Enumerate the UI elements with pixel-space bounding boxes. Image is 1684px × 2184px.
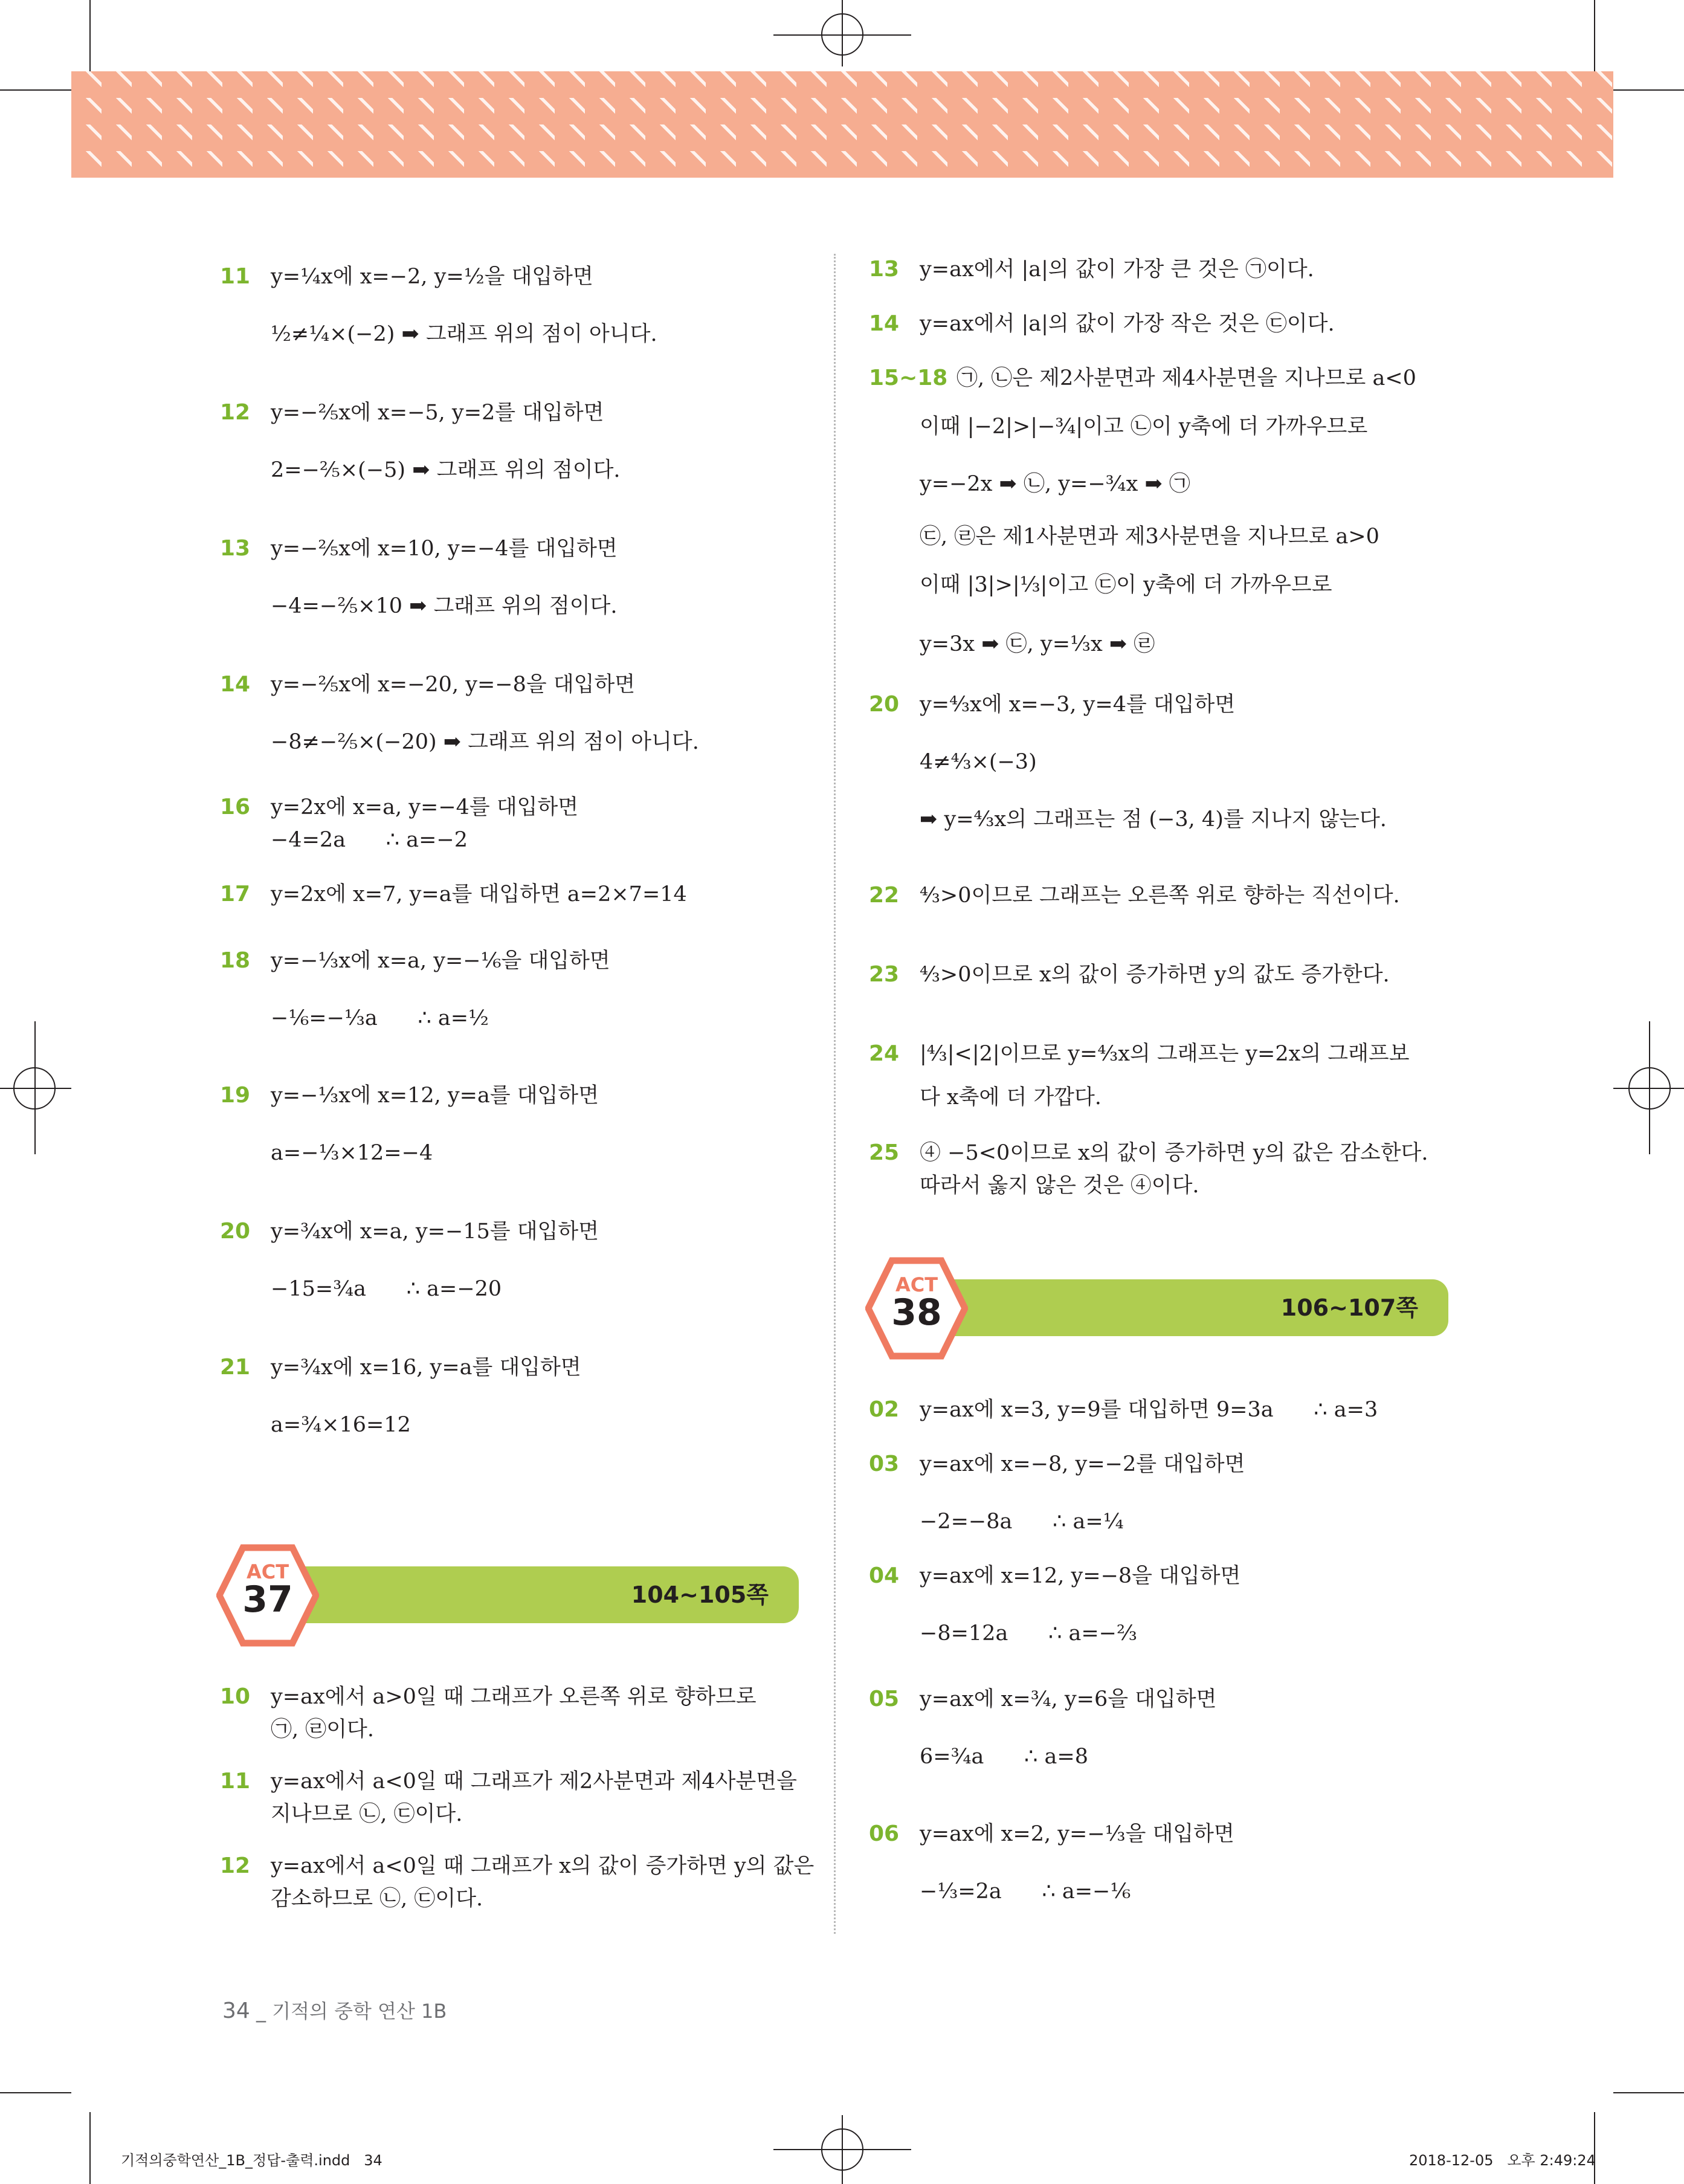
act-label: ACT [246,1560,289,1583]
solution-line: ㉢, ㉣은 제1사분면과 제3사분면을 지나므로 a>0 [920,525,1379,549]
page-number: 34 [222,1998,250,2023]
solution-line: y=−⅓x에 x=a, y=−⅙을 대입하면 [271,949,610,973]
solution-line: y=ax에서 a>0일 때 그래프가 오른쪽 위로 향하므로 [271,1685,757,1709]
solution-line: ½≠¼×(−2) ➡ 그래프 위의 점이 아니다. [271,322,657,346]
problem-number: 13 [220,536,251,561]
solution-line: y=−⅖x에 x=10, y=−4를 대입하면 [271,537,618,561]
problem-number: 16 [220,795,251,819]
crop-mark [1613,89,1684,91]
problem-number: 13 [869,257,900,282]
solution-line: ④ −5<0이므로 x의 값이 증가하면 y의 값은 감소한다. [920,1141,1428,1165]
problem-number: 24 [869,1041,900,1066]
act-number: 37 [242,1578,293,1621]
solution-line: −⅓=2a ∴ a=−⅙ [920,1879,1131,1904]
solution-line: 이때 |3|>|⅓|이고 ㉢이 y축에 더 가까우므로 [920,573,1332,597]
solution-line: ㉠, ㉡은 제2사분면과 제4사분면을 지나므로 a<0 [957,366,1416,390]
solution-line: −2=−8a ∴ a=¼ [920,1510,1124,1534]
crop-mark [1594,0,1595,71]
solution-line: −8≠−⅖×(−20) ➡ 그래프 위의 점이 아니다. [271,730,699,754]
crop-mark [0,89,71,91]
solution-line: −8=12a ∴ a=−⅔ [920,1621,1137,1646]
act-page-range: 104~105쪽 [631,1581,769,1608]
problem-number: 12 [220,1853,251,1878]
solution-line: 4≠⁴⁄₃×(−3) [920,750,1037,774]
problem-number: 15~18 [869,366,948,390]
solution-line: 감소하므로 ㉡, ㉢이다. [271,1887,483,1911]
problem-number: 04 [869,1563,900,1588]
solution-line: y=ax에 x=¾, y=6을 대입하면 [920,1687,1217,1711]
solution-line: 지나므로 ㉡, ㉢이다. [271,1802,463,1826]
solution-line: y=ax에서 a<0일 때 그래프가 x의 값이 증가하면 y의 값은 [271,1854,815,1878]
problem-number: 19 [220,1083,251,1108]
solution-line: y=¼x에 x=−2, y=½을 대입하면 [271,265,593,289]
page-footer [222,1996,447,2024]
solution-line: y=ax에서 |a|의 값이 가장 큰 것은 ㉠이다. [920,257,1314,282]
solution-line: y=3x ➡ ㉢, y=⅓x ➡ ㉣ [920,632,1155,656]
solution-line: −⅙=−⅓a ∴ a=½ [271,1006,489,1030]
act-section-bar [940,1279,1448,1336]
problem-number: 02 [869,1397,900,1422]
problem-number: 17 [220,882,251,906]
problem-number: 14 [220,672,251,697]
crop-mark [773,2149,911,2150]
solution-line: y=−2x ➡ ㉡, y=−¾x ➡ ㉠ [920,472,1190,496]
problem-number: 20 [869,692,900,717]
problem-number: 11 [220,1769,251,1794]
act-number: 38 [891,1291,942,1334]
solution-line: −4=2a ∴ a=−2 [271,828,468,852]
solution-line: y=⁴⁄₃x에 x=−3, y=4를 대입하면 [920,693,1236,717]
problem-number: 11 [220,264,251,289]
solution-line: y=ax에서 |a|의 값이 가장 작은 것은 ㉢이다. [920,312,1335,336]
solution-line: −4=−⅖×10 ➡ 그래프 위의 점이다. [271,594,618,618]
act-section-bar [290,1566,799,1623]
solution-line: y=¾x에 x=a, y=−15를 대입하면 [271,1220,599,1244]
solution-line: ⁴⁄₃>0이므로 x의 값이 증가하면 y의 값도 증가한다. [920,963,1390,987]
act-page-range: 106~107쪽 [1280,1294,1418,1321]
crop-mark [34,1021,36,1154]
solution-line: y=2x에 x=a, y=−4를 대입하면 [271,795,579,819]
solution-line: y=ax에 x=12, y=−8을 대입하면 [920,1564,1241,1588]
problem-number: 20 [220,1219,251,1244]
solution-line: y=−⅖x에 x=−20, y=−8을 대입하면 [271,673,636,697]
solution-line: y=2x에 x=7, y=a를 대입하면 a=2×7=14 [271,882,687,906]
act-label: ACT [895,1273,938,1296]
crop-mark [1613,2092,1684,2093]
print-slug-date: 2018-12-05 오후 2:49:24 [1409,2152,1596,2169]
solution-line: ➡ y=⁴⁄₃x의 그래프는 점 (−3, 4)를 지나지 않는다. [920,807,1387,832]
solution-line: y=−⅖x에 x=−5, y=2를 대입하면 [271,401,604,425]
crop-mark [1649,1021,1650,1154]
solution-line: y=¾x에 x=16, y=a를 대입하면 [271,1355,581,1380]
problem-number: 25 [869,1140,900,1165]
solution-line: −15=¾a ∴ a=−20 [271,1277,502,1301]
solution-line: 6=¾a ∴ a=8 [920,1745,1088,1769]
solution-line: 다 x축에 더 가깝다. [920,1085,1102,1110]
problem-number: 06 [869,1821,900,1846]
solution-line: a=−⅓×12=−4 [271,1141,433,1165]
solution-line: ⁴⁄₃>0이므로 그래프는 오른쪽 위로 향하는 직선이다. [920,884,1400,908]
problem-number: 14 [869,311,900,336]
problem-number: 22 [869,883,900,908]
solution-line: y=ax에 x=−8, y=−2를 대입하면 [920,1452,1245,1476]
book-title: 기적의 중학 연산 1B [272,2000,447,2023]
solution-line: 따라서 옳지 않은 것은 ④이다. [920,1174,1199,1198]
solution-line: y=ax에서 a<0일 때 그래프가 제2사분면과 제4사분면을 [271,1769,797,1794]
problem-number: 21 [220,1355,251,1380]
problem-number: 12 [220,400,251,425]
solution-line: 2=−⅖×(−5) ➡ 그래프 위의 점이다. [271,458,621,482]
problem-number: 23 [869,962,900,987]
solution-line: y=−⅓x에 x=12, y=a를 대입하면 [271,1084,599,1108]
solution-line: a=¾×16=12 [271,1413,411,1437]
solution-line: ㉠, ㉣이다. [271,1717,374,1742]
crop-mark [773,34,911,36]
header-banner [71,71,1613,178]
crop-mark [0,2092,71,2093]
solution-line: |⁴⁄₃|<|2|이므로 y=⁴⁄₃x의 그래프는 y=2x의 그래프보 [920,1042,1410,1066]
solution-line: y=ax에 x=3, y=9를 대입하면 9=3a ∴ a=3 [920,1398,1378,1422]
problem-number: 10 [220,1684,251,1709]
problem-number: 18 [220,948,251,973]
crop-mark [89,2112,91,2184]
print-slug-file: 기적의중학연산_1B_정답-출력.indd 34 [121,2152,382,2169]
solution-line: y=ax에 x=2, y=−⅓을 대입하면 [920,1822,1234,1846]
crop-mark [89,0,91,71]
problem-number: 03 [869,1452,900,1476]
solution-line: 이때 |−2|>|−¾|이고 ㉡이 y축에 더 가까우므로 [920,415,1368,439]
column-divider [834,254,836,1934]
footer-separator: _ [256,2000,273,2023]
problem-number: 05 [869,1687,900,1711]
